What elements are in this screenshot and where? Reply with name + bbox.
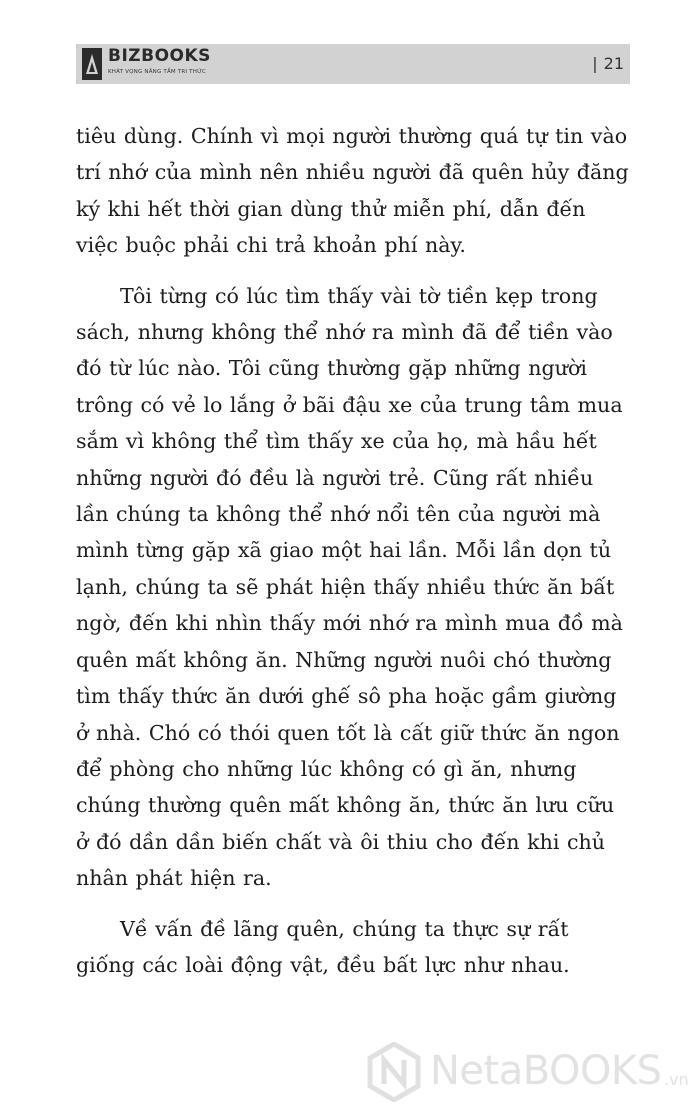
- page-number-separator: |: [592, 54, 598, 73]
- publisher-logo-name: BIZBOOKS: [108, 46, 211, 66]
- page-number: 21: [603, 54, 624, 73]
- publisher-tagline: KHÁT VỌNG NÂNG TẦM TRI THỨC: [108, 69, 207, 75]
- paragraph-3: Về vấn đề lãng quên, chúng ta thực sự rất giống các loài động vật, đều bất lực như nhau.: [76, 916, 570, 977]
- page-number-block: [592, 54, 624, 73]
- watermark-suffix: .vn: [664, 1070, 689, 1089]
- bizbooks-logo-icon: [82, 48, 102, 80]
- watermark: [364, 1042, 694, 1102]
- watermark-text: NetaBOOKS: [430, 1048, 662, 1094]
- paragraph-1: tiêu dùng. Chính vì mọi người thường quá tự tin vào trí nhớ của mình nên nhiều người đã quên hủy đăng ký khi hết thời gian dùng thử miễn phí, dẫn đến việc buộc phải chi trả khoản phí này.: [76, 124, 629, 258]
- page-body: [76, 118, 632, 983]
- page-header: [76, 44, 630, 84]
- paragraph-2: Tôi từng có lúc tìm thấy vài tờ tiền kẹp trong sách, nhưng không thể nhớ ra mình đã để tiền vào đó từ lúc nào. Tôi cũng thường gặp những người trông có vẻ lo lắng ở bãi đậu xe của trung tâm mua sắm vì không thể tìm thấy xe của họ, mà hầu hết những người đó đều là người trẻ. Cũng rất nhiều lần chúng ta không thể nhớ nổi tên của người mà mình từng gặp xã giao một hai lần. Mỗi lần dọn tủ lạnh, chúng ta sẽ phát hiện thấy nhiều thức ăn bất ngờ, đến khi nhìn thấy mới nhớ ra mình mua đồ mà quên mất không ăn. Những người nuôi chó thường tìm thấy thức ăn dưới ghế sô pha hoặc gầm giường ở nhà. Chó có thói quen tốt là cất giữ thức ăn ngon để phòng cho những lúc không có gì ăn, nhưng chúng thường quên mất không ăn, thức ăn lưu cữu ở đó dần dần biến chất và ôi thiu cho đến khi chủ nhân phát hiện ra.: [76, 283, 623, 891]
- netabooks-logo-icon: [364, 1042, 424, 1102]
